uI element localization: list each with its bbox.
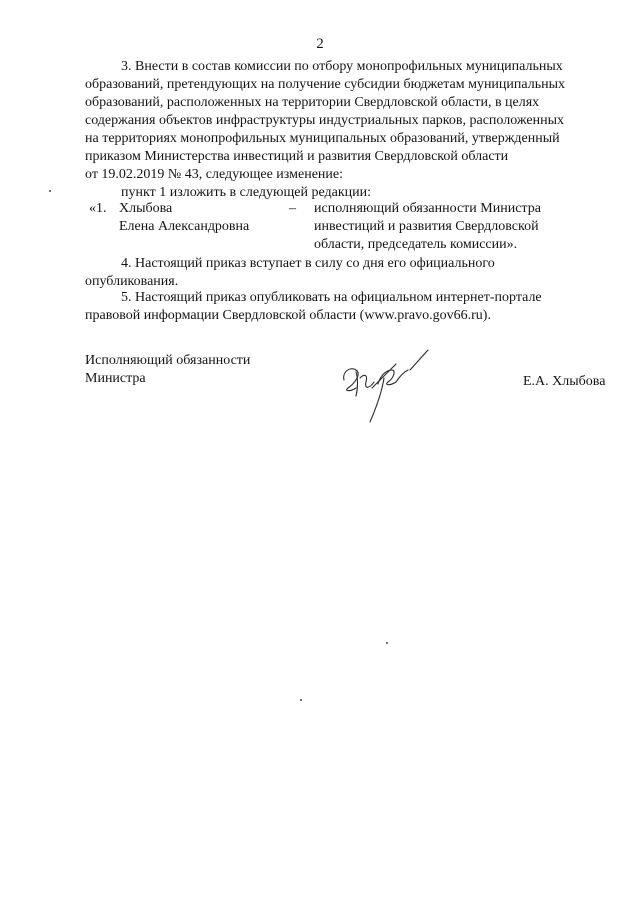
- entry-role-line: инвестиций и развития Свердловской: [314, 218, 539, 234]
- item-3-line: 3. Внести в состав комиссии по отбору монопрофильных муниципальных: [121, 59, 563, 74]
- entry-surname: Хлыбова: [119, 201, 173, 216]
- entry-role: [314, 200, 614, 253]
- scan-speck: [386, 642, 388, 644]
- item-4-line: 4. Настоящий приказ вступает в силу со дня его официального: [121, 256, 495, 271]
- item-3-line: содержания объектов инфраструктуры индустриальных парков, расположенных: [85, 113, 564, 128]
- item-5-line: 5. Настоящий приказ опубликовать на официальном интернет-портале: [121, 290, 542, 305]
- item-3-line: от 19.02.2019 № 43, следующее изменение:: [85, 167, 344, 182]
- scan-speck: [300, 699, 302, 701]
- entry-role-line: исполняющий обязанности Министра: [314, 201, 541, 216]
- page-number: 2: [316, 36, 324, 52]
- entry-number: «1.: [89, 201, 107, 216]
- item-5-line: правовой информации Свердловской области (www.pravo.gov66.ru).: [85, 308, 491, 323]
- item-3-line: на территориях монопрофильных муниципальных образований, утвержденный: [85, 131, 560, 146]
- signatory-name: Е.А. Хлыбова: [523, 374, 606, 389]
- signatory-position-line: Исполняющий обязанности: [85, 353, 251, 368]
- item-3-subheading: пункт 1 изложить в следующей редакции:: [121, 185, 371, 200]
- item-3-line: образований, претендующих на получение субсидии бюджетам муниципальных: [85, 77, 566, 92]
- entry-given-names: Елена Александровна: [119, 218, 250, 234]
- entry-name: [119, 200, 249, 236]
- entry-dash: –: [289, 201, 296, 216]
- scan-speck: [49, 190, 51, 192]
- commission-entry: [89, 200, 619, 254]
- signatory-position: [85, 352, 250, 388]
- item-3-line: приказом Министерства инвестиций и развития Свердловской области: [85, 149, 509, 164]
- entry-role-line: области, председатель комиссии».: [314, 236, 518, 252]
- item-3-line: образований, расположенных на территории Свердловской области, в целях: [85, 95, 540, 110]
- item-4-line: опубликования.: [85, 274, 179, 289]
- handwritten-signature: [336, 348, 436, 428]
- signatory-position-line: Министра: [85, 371, 146, 386]
